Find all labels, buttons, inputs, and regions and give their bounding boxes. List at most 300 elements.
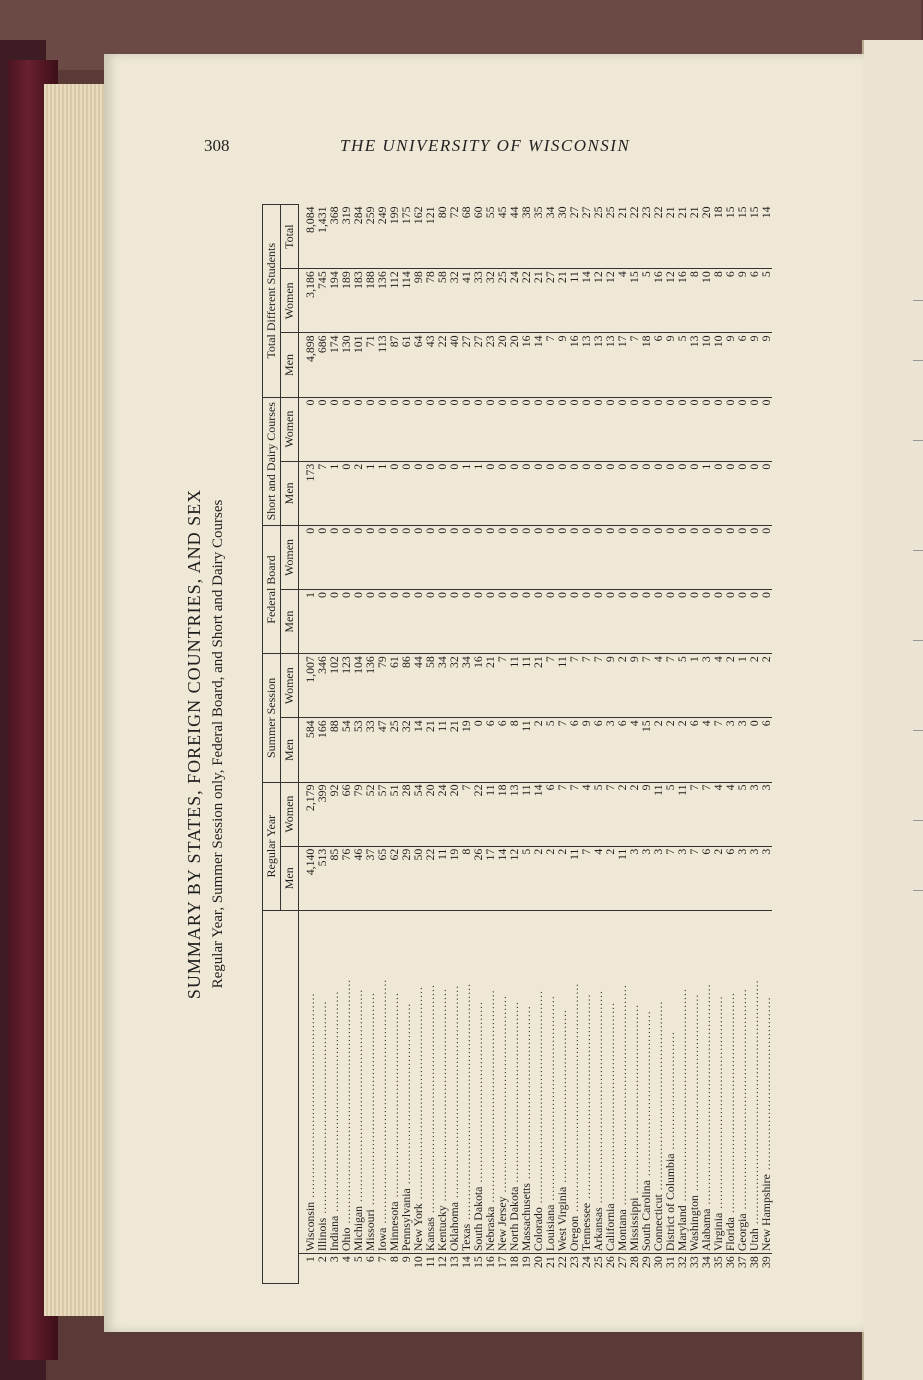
- cell-value: 22: [424, 846, 436, 910]
- row-number: 23: [567, 1256, 581, 1268]
- leader-dots: ..........................................: [639, 1010, 653, 1181]
- cell-value: 194: [328, 269, 340, 333]
- state-name: Maryland ......................................................: [676, 910, 688, 1253]
- row-number: 38: [747, 1256, 761, 1268]
- leader-dots: ............................................: [759, 996, 773, 1175]
- cell-value: 0: [496, 525, 508, 589]
- cell-value: 7: [664, 846, 676, 910]
- cell-value: 34: [436, 654, 448, 718]
- row-number: 8: [387, 1256, 401, 1263]
- cell-value: 6: [496, 718, 508, 782]
- cell-value: 0: [748, 590, 760, 654]
- cell-value: 5: [592, 782, 604, 846]
- cell-value: 21: [448, 718, 460, 782]
- row-number: 29: [639, 1256, 653, 1268]
- cell-value: 85: [328, 846, 340, 910]
- state-name: South Dakota ..............................................: [472, 910, 484, 1253]
- cell-value: 98: [412, 269, 424, 333]
- state-name: New Jersey ..................................................: [496, 910, 508, 1253]
- cell-value: 0: [556, 461, 568, 525]
- leader-dots: ........................................................: [615, 984, 629, 1210]
- cell-value: 0: [652, 525, 664, 589]
- cell-value: 58: [424, 654, 436, 718]
- cell-value: 64: [412, 333, 424, 397]
- cell-value: 27: [580, 205, 592, 269]
- cell-value: 0: [364, 397, 376, 461]
- cell-value: 0: [448, 461, 460, 525]
- cell-value: 25: [604, 205, 616, 269]
- cell-value: 0: [484, 461, 496, 525]
- cell-value: 40: [448, 333, 460, 397]
- cell-value: 174: [328, 333, 340, 397]
- cell-value: 23: [640, 205, 652, 269]
- cell-value: 18: [496, 782, 508, 846]
- cell-value: 5: [760, 269, 772, 333]
- leader-dots: ..................................................: [495, 995, 509, 1197]
- cell-value: 0: [616, 590, 628, 654]
- cell-value: 14: [412, 718, 424, 782]
- cell-value: 0: [592, 590, 604, 654]
- cell-value: 9: [664, 333, 676, 397]
- cell-value: 51: [388, 782, 400, 846]
- cell-value: 23: [484, 333, 496, 397]
- cell-value: 0: [364, 525, 376, 589]
- state-name: Virginia ......................................................: [712, 910, 724, 1253]
- cell-value: 199: [388, 205, 400, 269]
- row-number: 39: [759, 1256, 773, 1268]
- cell-value: 5: [676, 333, 688, 397]
- cell-value: 0: [676, 397, 688, 461]
- state-name: Michigan ......................................................: [352, 910, 364, 1253]
- cell-value: 0: [580, 590, 592, 654]
- cell-value: 16: [568, 333, 580, 397]
- cell-value: 0: [460, 397, 472, 461]
- cell-value: 0: [436, 590, 448, 654]
- cell-value: 368: [328, 205, 340, 269]
- page-number: 308: [204, 136, 230, 155]
- cell-value: 46: [352, 846, 364, 910]
- cell-value: 13: [580, 333, 592, 397]
- cell-value: 0: [472, 525, 484, 589]
- state-name: Wisconsin ....................................................: [299, 910, 317, 1253]
- cell-value: 7: [568, 782, 580, 846]
- cell-value: 0: [712, 397, 724, 461]
- cell-value: 0: [688, 461, 700, 525]
- cell-value: 0: [412, 461, 424, 525]
- cell-value: 7: [604, 782, 616, 846]
- cell-value: 0: [340, 461, 352, 525]
- row-number: 6: [363, 1256, 377, 1263]
- cell-value: 0: [544, 590, 556, 654]
- cell-value: 87: [388, 333, 400, 397]
- cell-value: 58: [436, 269, 448, 333]
- cell-value: 19: [448, 846, 460, 910]
- cell-value: 7: [544, 654, 556, 718]
- cell-value: 0: [388, 397, 400, 461]
- cell-value: 22: [520, 269, 532, 333]
- cell-value: 4: [652, 654, 664, 718]
- state-name: Washington ..................................................: [688, 910, 700, 1253]
- state-header: [263, 910, 299, 1283]
- cell-value: 29: [400, 846, 412, 910]
- cell-value: 11: [484, 782, 496, 846]
- leader-dots: ......................................................: [363, 992, 377, 1210]
- cell-value: 0: [532, 461, 544, 525]
- cell-value: 5: [664, 782, 676, 846]
- cell-value: 6: [592, 718, 604, 782]
- cell-value: 4: [616, 269, 628, 333]
- cell-value: 0: [568, 525, 580, 589]
- cell-value: 0: [299, 525, 317, 589]
- leader-dots: ......................................................: [591, 990, 605, 1208]
- state-name: Pennsylvania ..............................................: [400, 910, 412, 1253]
- leader-dots: ......................................................: [531, 990, 545, 1208]
- cell-value: 43: [424, 333, 436, 397]
- cell-value: 0: [628, 590, 640, 654]
- cell-value: 1: [700, 461, 712, 525]
- cell-value: 80: [436, 205, 448, 269]
- group-header: Federal Board: [263, 525, 281, 653]
- cell-value: 0: [748, 718, 760, 782]
- cell-value: 2: [556, 846, 568, 910]
- cell-value: 7: [640, 654, 652, 718]
- cell-value: 10: [700, 269, 712, 333]
- cell-value: 4: [580, 782, 592, 846]
- col-header: Men: [281, 846, 299, 910]
- leader-dots: ........................................................: [699, 983, 713, 1209]
- cell-value: 15: [748, 205, 760, 269]
- state-name: Kansas ..........................................................: [424, 910, 436, 1253]
- group-header: Total Different Students: [263, 205, 281, 398]
- cell-value: 0: [448, 590, 460, 654]
- leader-dots: ......................................................: [447, 984, 461, 1203]
- leader-dots: ....................................................: [579, 993, 593, 1203]
- state-name: Minnesota ....................................................: [388, 910, 400, 1253]
- cell-value: 189: [340, 269, 352, 333]
- cell-value: 32: [400, 718, 412, 782]
- cell-value: 0: [616, 525, 628, 589]
- cell-value: 7: [316, 461, 328, 525]
- cell-value: 3: [760, 846, 772, 910]
- row-number: 26: [603, 1256, 617, 1268]
- cell-value: 0: [532, 590, 544, 654]
- cell-value: 0: [712, 461, 724, 525]
- leader-dots: ..............................................................: [747, 979, 761, 1229]
- cell-value: 0: [736, 397, 748, 461]
- cell-value: 0: [496, 397, 508, 461]
- col-header: Women: [281, 654, 299, 718]
- cell-value: 86: [400, 654, 412, 718]
- row-number: 27: [615, 1256, 629, 1268]
- cell-value: 2: [352, 461, 364, 525]
- cell-value: 0: [760, 590, 772, 654]
- table-body: [299, 205, 773, 1284]
- cell-value: 104: [352, 654, 364, 718]
- cell-value: 4: [628, 718, 640, 782]
- cell-value: 0: [676, 525, 688, 589]
- cell-value: 0: [424, 590, 436, 654]
- row-number: 11: [423, 1256, 437, 1268]
- row-number: 31: [663, 1256, 677, 1268]
- cell-value: 399: [316, 782, 328, 846]
- cell-value: 7: [592, 654, 604, 718]
- cell-value: 11: [520, 718, 532, 782]
- cell-value: 13: [688, 333, 700, 397]
- leader-dots: ....................................................: [303, 992, 317, 1202]
- state-name: Louisiana ....................................................: [544, 910, 556, 1253]
- page-header: [104, 136, 864, 160]
- cell-value: 53: [352, 718, 364, 782]
- cell-value: 0: [724, 525, 736, 589]
- cell-value: 41: [460, 269, 472, 333]
- cell-value: 0: [400, 590, 412, 654]
- cell-value: 0: [688, 397, 700, 461]
- row-number: 16: [483, 1256, 497, 1268]
- state-name: Texas ............................................................: [460, 910, 472, 1253]
- leader-dots: ..............................................: [471, 1000, 485, 1187]
- row-number: 19: [519, 1256, 533, 1268]
- cell-value: 0: [676, 461, 688, 525]
- cell-value: 44: [412, 654, 424, 718]
- cell-value: 0: [508, 525, 520, 589]
- cell-value: 27: [568, 205, 580, 269]
- cell-value: 3: [640, 846, 652, 910]
- state-name: California ..................................................: [604, 910, 616, 1253]
- cell-value: 0: [508, 461, 520, 525]
- cell-value: 0: [508, 397, 520, 461]
- cell-value: 0: [376, 397, 388, 461]
- cell-value: 0: [664, 461, 676, 525]
- state-name: Missouri ......................................................: [364, 910, 376, 1253]
- leader-dots: ..........................................................: [567, 982, 581, 1216]
- leader-dots: ................................................: [627, 1003, 641, 1198]
- cell-value: 7: [496, 654, 508, 718]
- cell-value: 0: [352, 525, 364, 589]
- state-name: South Carolina ..........................................: [640, 910, 652, 1253]
- state-name: Massachusetts ............................................: [520, 910, 532, 1253]
- cell-value: 0: [652, 590, 664, 654]
- cell-value: 25: [592, 205, 604, 269]
- cell-value: 79: [376, 654, 388, 718]
- cell-value: 0: [400, 461, 412, 525]
- cell-value: 76: [340, 846, 352, 910]
- cell-value: 4: [700, 718, 712, 782]
- group-header: Regular Year: [263, 782, 281, 910]
- cell-value: 0: [316, 397, 328, 461]
- cell-value: 7: [688, 846, 700, 910]
- cell-value: 0: [760, 461, 772, 525]
- cell-value: 0: [544, 461, 556, 525]
- cell-value: 24: [508, 269, 520, 333]
- cell-value: 0: [436, 525, 448, 589]
- cell-value: 0: [736, 525, 748, 589]
- cell-value: 9: [760, 333, 772, 397]
- col-header: Total: [281, 205, 299, 269]
- cell-value: 11: [436, 846, 448, 910]
- cell-value: 1: [328, 461, 340, 525]
- page-edges: [44, 84, 106, 1316]
- cell-value: 2: [760, 654, 772, 718]
- leader-dots: ..............................................................: [375, 978, 389, 1228]
- cell-value: 1: [376, 461, 388, 525]
- cell-value: 11: [520, 782, 532, 846]
- row-number: 3: [327, 1256, 341, 1263]
- cell-value: 9: [628, 654, 640, 718]
- cell-value: 0: [760, 397, 772, 461]
- cell-value: 0: [664, 525, 676, 589]
- cell-value: 8: [688, 269, 700, 333]
- cell-value: 11: [556, 654, 568, 718]
- cell-value: 9: [640, 782, 652, 846]
- cell-value: 0: [556, 590, 568, 654]
- cell-value: 21: [484, 654, 496, 718]
- leader-dots: ......................................................: [711, 995, 725, 1213]
- cell-value: 123: [340, 654, 352, 718]
- cell-value: 7: [556, 718, 568, 782]
- state-name: Alabama ........................................................: [700, 910, 712, 1253]
- cell-value: 1: [736, 654, 748, 718]
- cell-value: 3,186: [299, 269, 317, 333]
- row-number: 13: [447, 1256, 461, 1268]
- cell-value: 54: [340, 718, 352, 782]
- cell-value: 0: [640, 525, 652, 589]
- cell-value: 92: [328, 782, 340, 846]
- cell-value: 0: [460, 590, 472, 654]
- cell-value: 1: [460, 461, 472, 525]
- cell-value: 16: [472, 654, 484, 718]
- cell-value: 3: [760, 782, 772, 846]
- table-row: [760, 205, 772, 1284]
- cell-value: 3: [604, 718, 616, 782]
- cell-value: 17: [616, 333, 628, 397]
- cell-value: 7: [580, 654, 592, 718]
- cell-value: 18: [712, 205, 724, 269]
- cell-value: 183: [352, 269, 364, 333]
- cell-value: 25: [388, 718, 400, 782]
- cell-value: 0: [376, 590, 388, 654]
- row-number: 33: [687, 1256, 701, 1268]
- cell-value: 45: [496, 205, 508, 269]
- cell-value: 16: [520, 333, 532, 397]
- cell-value: 20: [508, 333, 520, 397]
- running-head: THE UNIVERSITY OF WISCONSIN: [340, 136, 631, 155]
- cell-value: 0: [592, 461, 604, 525]
- state-name: Kentucky ......................................................: [436, 910, 448, 1253]
- cell-value: 0: [352, 590, 364, 654]
- cell-value: 2: [676, 718, 688, 782]
- cell-value: 11: [520, 654, 532, 718]
- cell-value: 6: [748, 269, 760, 333]
- cell-value: 4: [712, 654, 724, 718]
- cell-value: 7: [688, 782, 700, 846]
- book-page: [104, 54, 864, 1332]
- cell-value: 0: [520, 590, 532, 654]
- cell-value: 47: [376, 718, 388, 782]
- row-number: 35: [711, 1256, 725, 1268]
- cell-value: 0: [604, 525, 616, 589]
- cell-value: 2: [532, 846, 544, 910]
- cell-value: 1,007: [299, 654, 317, 718]
- state-name: Oklahoma ......................................................: [448, 910, 460, 1253]
- row-number: 28: [627, 1256, 641, 1268]
- cell-value: 27: [544, 269, 556, 333]
- cell-value: 37: [364, 846, 376, 910]
- cell-value: 0: [736, 461, 748, 525]
- cell-value: 0: [628, 397, 640, 461]
- cell-value: 11: [652, 782, 664, 846]
- leader-dots: ............................................: [555, 1009, 569, 1187]
- cell-value: 0: [748, 525, 760, 589]
- cell-value: 0: [532, 397, 544, 461]
- cell-value: 259: [364, 205, 376, 269]
- state-name: Florida ........................................................: [724, 910, 736, 1253]
- cell-value: 0: [652, 397, 664, 461]
- cell-value: 1,431: [316, 205, 328, 269]
- cell-value: 136: [364, 654, 376, 718]
- state-name: Indiana ........................................................: [328, 910, 340, 1253]
- cell-value: 513: [316, 846, 328, 910]
- cell-value: 0: [316, 525, 328, 589]
- cell-value: 11: [508, 654, 520, 718]
- cell-value: 2: [616, 782, 628, 846]
- leader-dots: ......................................................: [315, 1000, 329, 1218]
- cell-value: 0: [484, 397, 496, 461]
- leader-dots: ............................................: [519, 1005, 533, 1184]
- state-name: Utah ..............................................................: [748, 910, 760, 1253]
- cell-value: 27: [460, 333, 472, 397]
- cell-value: 0: [628, 525, 640, 589]
- row-number: 15: [471, 1256, 485, 1268]
- state-name: Georgia ........................................................: [736, 910, 748, 1253]
- cell-value: 0: [700, 590, 712, 654]
- cell-value: 7: [628, 333, 640, 397]
- cell-value: 16: [676, 269, 688, 333]
- col-header: Men: [281, 333, 299, 397]
- cell-value: 3: [676, 846, 688, 910]
- cell-value: 15: [724, 205, 736, 269]
- row-number: 21: [543, 1256, 557, 1268]
- cell-value: 0: [340, 525, 352, 589]
- cell-value: 0: [400, 397, 412, 461]
- cell-value: 2: [544, 846, 556, 910]
- row-number: 32: [675, 1256, 689, 1268]
- cell-value: 8: [508, 718, 520, 782]
- leader-dots: ..............................................: [507, 1001, 521, 1187]
- cell-value: 4: [724, 782, 736, 846]
- cell-value: 8: [460, 846, 472, 910]
- cell-value: 102: [328, 654, 340, 718]
- cell-value: 24: [436, 782, 448, 846]
- cell-value: 71: [364, 333, 376, 397]
- cell-value: 6: [688, 718, 700, 782]
- row-number: 1: [303, 1256, 317, 1263]
- state-name: Illinois ......................................................: [316, 910, 328, 1253]
- state-name: North Dakota ..............................................: [508, 910, 520, 1253]
- cell-value: 0: [652, 461, 664, 525]
- cell-value: 1: [688, 654, 700, 718]
- cell-value: 0: [616, 461, 628, 525]
- cell-value: 0: [712, 525, 724, 589]
- cell-value: 7: [556, 782, 568, 846]
- cell-value: 13: [592, 333, 604, 397]
- cell-value: 10: [712, 333, 724, 397]
- cell-value: 0: [508, 590, 520, 654]
- cell-value: 21: [424, 718, 436, 782]
- cell-value: 6: [652, 333, 664, 397]
- cell-value: 0: [424, 525, 436, 589]
- cell-value: 0: [460, 525, 472, 589]
- cell-value: 1: [299, 590, 317, 654]
